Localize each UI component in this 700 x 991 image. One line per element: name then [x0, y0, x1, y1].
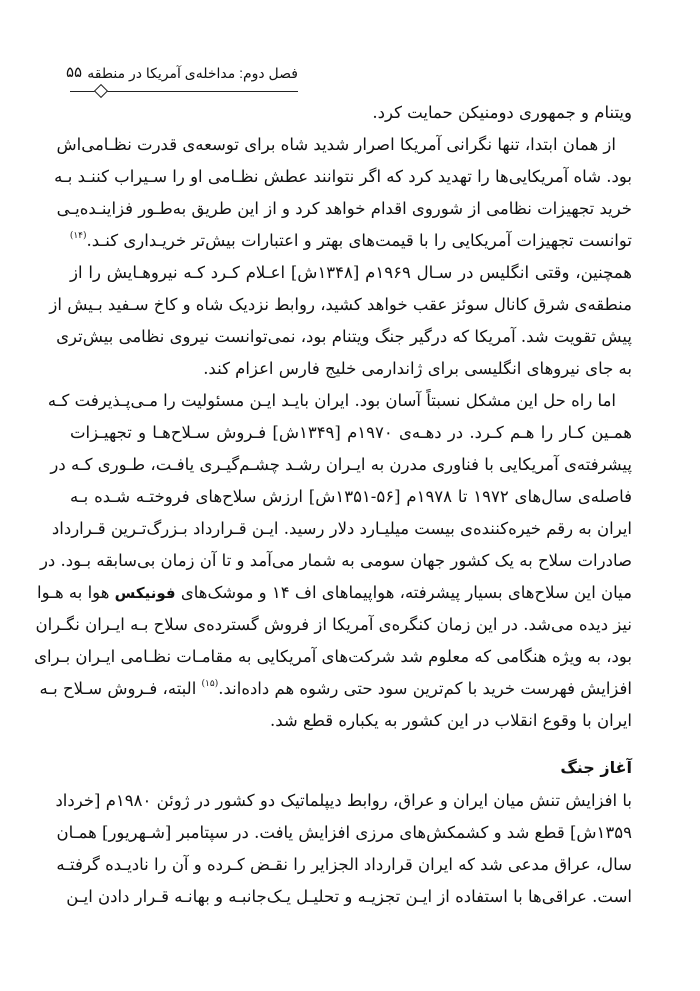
text-segment: البته، فـروش سـلاح بـه [39, 679, 202, 698]
text-line [35, 614, 632, 636]
text-line [39, 678, 632, 700]
text-line [34, 646, 632, 668]
text-segment: بود. شاه آمریکایی‌ها را تهدید کرد که اگر نتوانند عطش نظـامی او را سـیراب کننـد بـه [54, 167, 632, 186]
text-line [54, 166, 632, 188]
text-line [70, 422, 632, 444]
text-line [56, 198, 632, 220]
footnote-marker: (۱۵) [201, 679, 219, 689]
text-line [70, 486, 632, 508]
text-line [70, 102, 632, 124]
text-line [56, 854, 632, 876]
text-segment: میان این سلاح‌های بسیار پیشرفته، هواپیماهای اف ۱۴ و موشک‌های [175, 583, 632, 602]
text-segment: ایران به رقم خیره‌کننده‌ی بیست میلیـارد دلار رسید. ایـن قـرارداد بـزرگ‌تـرین قـرارداد [51, 519, 632, 538]
text-line [56, 822, 632, 844]
text-line [50, 454, 632, 476]
text-segment: فاصله‌ی سال‌های ۱۹۷۲ تا ۱۹۷۸م [۵۶-۱۳۵۱ش] ارزش سلاح‌های فروختـه شـده بـه [70, 487, 632, 506]
text-line [56, 134, 632, 156]
bold-term: فونیکس [114, 584, 176, 602]
text-line [70, 230, 632, 252]
text-line [39, 550, 632, 572]
text-segment: منطقه‌ی شرق کانال سوئز عقب خواهد کشید، روابط نزدیک شاه و کاخ سـفید بـیش از [49, 295, 632, 314]
text-line [56, 326, 632, 348]
text-segment: هوا به هـوا [37, 583, 115, 602]
text-line [70, 262, 632, 284]
text-line [66, 886, 632, 908]
running-header-title: فصل دوم: مداخله‌ی آمریکا در منطقه [87, 65, 298, 81]
text-segment: ایران با وقوع انقلاب در این کشور به یکباره قطع شد. [270, 711, 632, 730]
text-segment: سال، عراق مدعی شد که ایران قرارداد الجزایر را نقـض کـرده و آن را نادیـده گرفتـه [56, 855, 632, 874]
text-line [47, 390, 632, 412]
text-line [70, 710, 632, 732]
diamond-ornament-icon [94, 84, 108, 98]
section-heading: آغاز جنگ [560, 758, 632, 777]
text-segment: ویتنام و جمهوری دومنیکن حمایت کرد. [372, 103, 632, 122]
text-segment: از همان ابتدا، تنها نگرانی آمریکا اصرار شدید شاه برای توسعه‌ی قدرت نظـامی‌اش [56, 135, 616, 154]
text-line [49, 294, 632, 316]
text-segment: با افزایش تنش میان ایران و عراق، روابط دیپلماتیک دو کشور در ژوئن ۱۹۸۰م [خرداد [55, 791, 632, 810]
text-segment: توانست تجهیزات آمریکایی را با قیمت‌های بهتر و اعتبارات بیش‌تر خریـداری کنـد. [86, 231, 632, 250]
text-segment: پیش تقویت شد. آمریکا که درگیر جنگ ویتنام بود، نمی‌توانست نیروی نظامی بیش‌تری [56, 327, 632, 346]
text-line [55, 790, 632, 812]
text-line [37, 582, 632, 604]
text-segment: همـین کـار را هـم کـرد. در دهـه‌ی ۱۹۷۰م [۱۳۴۹ش] فـروش سـلاح‌هـا و تجهیـزات [70, 423, 632, 442]
text-line [51, 518, 632, 540]
text-segment: پیشرفته‌ی آمریکایی با فناوری مدرن به ایـران رشـد چشـم‌گیـری یافـت، طـوری کـه در [50, 455, 632, 474]
text-segment: خرید تجهیزات نظامی از شوروی اقدام خواهد کرد و از این طریق به‌طـور فزاینـده‌یـی [56, 199, 632, 218]
text-line [70, 358, 632, 380]
text-segment: است. عراقی‌ها با استفاده از ایـن تجزیـه و تحلیـل یـک‌جانبـه و بهانـه قـرار دادن ایـن [66, 887, 632, 906]
page-number: ۵۵ [66, 63, 83, 81]
footnote-marker: (۱۴) [69, 231, 87, 241]
text-segment: همچنین، وقتی انگلیس در سـال ۱۹۶۹م [۱۳۴۸ش] اعـلام کـرد کـه نیروهـایش را از [70, 263, 632, 282]
text-segment: صادرات سلاح به یک کشور جهان سومی به شمار می‌آمد و تا آن زمان بی‌سابقه بـود. در [39, 551, 632, 570]
text-segment: ۱۳۵۹ش] قطع شد و کشمکش‌های مرزی افزایش یافت. در سپتامبر [شـهریور] همـان [56, 823, 632, 842]
text-segment: نیز دیده می‌شد. در این زمان کنگره‌ی آمریکا از فروش گسترده‌ی سلاح بـه ایـران نگـران [35, 615, 632, 634]
text-segment: افزایش فهرست خرید با کم‌ترین سود حتی رشوه هم داده‌اند. [218, 679, 632, 698]
text-segment: به جای نیروهای انگلیسی برای ژاندارمی خلیج فارس اعزام کند. [203, 359, 632, 378]
text-segment: بود، به ویژه هنگامی که معلوم شد شرکت‌های آمریکایی به مقامـات نظـامی ایـران بـرای [34, 647, 632, 666]
text-segment: اما راه حل این مشکل نسبتاً آسان بود. ایران بایـد ایـن مسئولیت را مـی‌پـذیرفت کـه [47, 391, 616, 410]
